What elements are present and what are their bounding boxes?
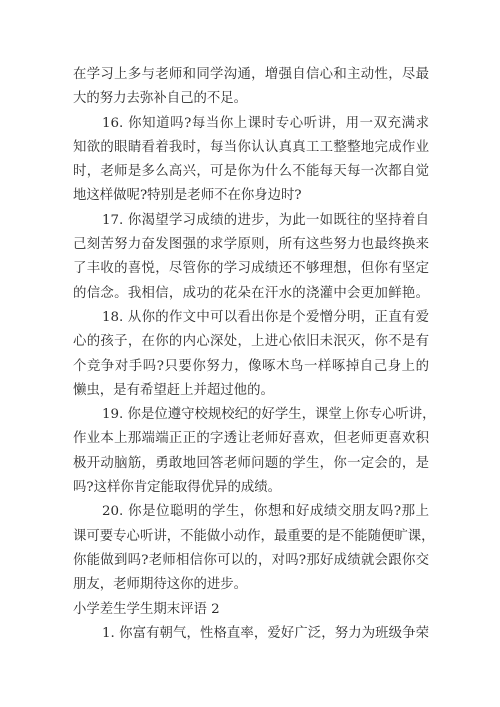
- text-line: 个竞争对手吗?只要你努力，像啄木鸟一样啄掉自己身上的: [73, 358, 429, 374]
- section-heading: 小学差生学生期末评语 2: [73, 601, 220, 617]
- text-line: 极开动脑筋，勇敢地回答老师问题的学生，你一定会的，是: [73, 455, 429, 471]
- text-line: 己刻苦努力奋发图强的求学原则，所有这些努力也最终换来: [73, 237, 429, 253]
- text-line: 的信念。我相信，成功的花朵在汗水的浇灌中会更加鲜艳。: [73, 285, 429, 301]
- text-line: 朋友，老师期待这你的进步。: [73, 577, 248, 593]
- text-line: 吗?这样你肯定能取得优异的成绩。: [73, 480, 282, 496]
- text-line: 时，老师是多么高兴，可是你为什么不能每天每一次都自觉: [73, 164, 429, 180]
- text-line: 地这样做呢?特别是老师不在你身边时?: [73, 188, 302, 204]
- text-line: 作业本上那端端正正的字透让老师好喜欢，但老师更喜欢积: [73, 431, 429, 447]
- text-line: 心的孩子，在你的内心深处，上进心依旧未泯灭，你不是有: [73, 334, 429, 350]
- text-line: 知欲的眼睛看着我时，每当你认认真真工工整整地完成作业: [73, 139, 429, 155]
- text-line: 懒虫，是有希望赶上并超过他的。: [73, 382, 274, 398]
- text-line: 大的努力去弥补自己的不足。: [73, 91, 248, 107]
- text-line: 在学习上多与老师和同学沟通，增强自信心和主动性，尽最: [73, 67, 429, 82]
- document-body: [73, 63, 436, 646]
- text-line: 课可要专心听讲，不能做小动作，最重要的是不能随便旷课，: [73, 528, 435, 544]
- text-line: 20. 你是位聪明的学生，你想和好成绩交朋友吗?那上: [102, 504, 429, 520]
- text-line: 你能做到吗?老师相信你可以的，对吗?那好成绩就会跟你交: [73, 552, 429, 568]
- text-line: 19. 你是位遵守校规校纪的好学生，课堂上你专心听讲，: [102, 407, 436, 423]
- text-line: 16. 你知道吗?每当你上课时专心听讲，用一双充满求: [102, 115, 429, 131]
- text-line: 18. 从你的作文中可以看出你是个爱憎分明，正直有爱: [102, 309, 429, 325]
- text-line: 了丰收的喜悦，尽管你的学习成绩还不够理想，但你有坚定: [73, 261, 429, 277]
- text-line: 1. 你富有朝气，性格直率，爱好广泛，努力为班级争荣: [102, 625, 429, 641]
- text-line: 17. 你渴望学习成绩的进步，为此一如既往的坚持着自: [102, 212, 429, 228]
